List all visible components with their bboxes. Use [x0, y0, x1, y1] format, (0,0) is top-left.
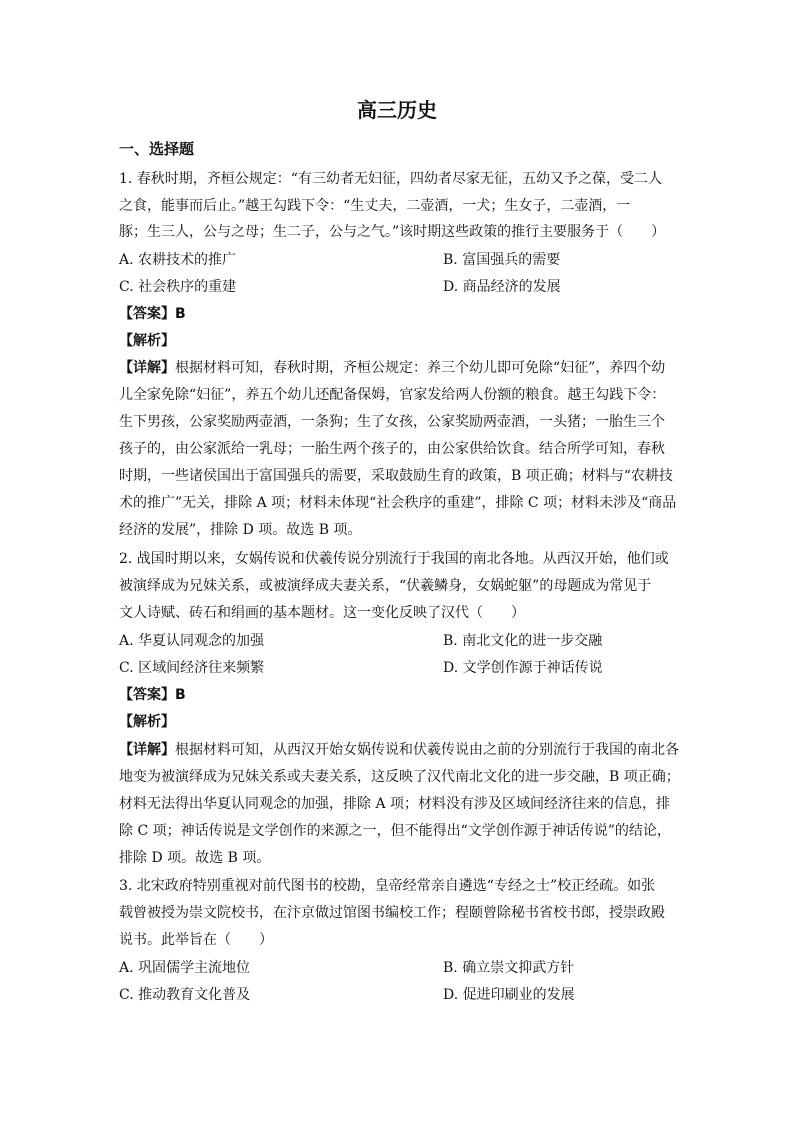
q2-answer: 【答案】B	[119, 687, 186, 703]
q1-stem-line-1: 1. 春秋时期，齐桓公规定：“有三幼者无妇征，四幼者尽家无征，五幼又予之葆，受二人	[119, 171, 662, 187]
q1-stem-line-3: 豚；生三人，公与之母；生二子，公与之气。”该时期这些政策的推行主要服务于（ ）	[119, 224, 666, 240]
q1-detail-line-4: 孩子的，由公家派给一乳母；一胎生两个孩子的，由公家供给饮食。结合所学可知，春秋	[119, 441, 665, 457]
q2-option-d: D. 文学创作源于神话传说	[443, 660, 603, 676]
q2-detail-line-4: 除 C 项；神话传说是文学创作的来源之一，但不能得出“文学创作源于神话传说”的结论，	[119, 823, 671, 839]
q3-stem-line-3: 说书。此举旨在（ ）	[119, 932, 273, 948]
q1-detail-line-2: 儿全家免除“妇征”，养五个幼儿还配备保姆，官家发给两人份额的粮食。越王勾践下令：	[119, 387, 666, 403]
q2-detail-label: 【详解】	[119, 742, 175, 758]
q1-stem-line-2: 之食，能事而后止。”越王勾践下令：“生丈夫，二壶酒，一犬；生女子，二壶酒，一	[119, 198, 631, 214]
q2-detail-line-5: 排除 D 项。故选 B 项。	[119, 850, 271, 866]
q3-option-b: B. 确立崇文抑武方针	[443, 960, 575, 976]
q1-detail-line-7: 经济的发展”，排除 D 项。故选 B 项。	[119, 522, 362, 538]
section-heading: 一、选择题	[119, 140, 195, 158]
q2-detail-text: 根据材料可知，从西汉开始女娲传说和伏羲传说由之前的分别流行于我国的南北各	[175, 742, 679, 758]
page-title: 高三历史	[357, 98, 437, 122]
q1-detail-label: 【详解】	[119, 360, 175, 376]
q1-analysis-label: 【解析】	[119, 333, 175, 349]
q1-detail-line-6: 术的推广”无关，排除 A 项；材料未体现“社会秩序的重建”，排除 C 项；材料未涉及“商品	[119, 495, 677, 511]
q1-option-d: D. 商品经济的发展	[443, 279, 561, 295]
q1-option-a: A. 农耕技术的推广	[119, 252, 237, 268]
q2-detail-line-3: 材料无法得出华夏认同观念的加强，排除 A 项；材料没有涉及区域间经济往来的信息，排	[119, 796, 671, 812]
q1-detail-line-1	[119, 358, 679, 378]
q1-option-b: B. 富国强兵的需要	[443, 252, 561, 268]
q3-stem-line-2: 载曾被授为崇文院校书，在汴京做过馆图书编校工作；程颐曾除秘书省校书郎，授崇政殿	[119, 905, 665, 921]
q3-option-d: D. 促进印刷业的发展	[443, 987, 575, 1003]
q2-option-b: B. 南北文化的进一步交融	[443, 633, 603, 649]
q2-detail-line-1	[119, 740, 679, 760]
q2-stem-line-1: 2. 战国时期以来，女娲传说和伏羲传说分别流行于我国的南北各地。从西汉开始，他们或	[119, 551, 669, 567]
q3-stem-line-1: 3. 北宋政府特别重视对前代图书的校勘，皇帝经常亲自遴选“专经之士”校正经疏。如张	[119, 878, 656, 894]
q3-option-c: C. 推动教育文化普及	[119, 987, 251, 1003]
q1-option-c: C. 社会秩序的重建	[119, 279, 237, 295]
q2-analysis-label: 【解析】	[119, 714, 175, 730]
q2-stem-line-2: 被演绎成为兄妹关系，或被演绎成夫妻关系，“伏羲鳞身，女娲蛇躯”的母题成为常见于	[119, 578, 652, 594]
q1-answer: 【答案】B	[119, 306, 186, 322]
q1-detail-text: 根据材料可知，春秋时期，齐桓公规定：养三个幼儿即可免除“妇征”，养四个幼	[175, 360, 666, 376]
q2-option-c: C. 区域间经济往来频繁	[119, 660, 265, 676]
q1-detail-line-5: 时期，一些诸侯国出于富国强兵的需要，采取鼓励生育的政策，B 项正确；材料与“农耕技	[119, 468, 673, 484]
q2-stem-line-3: 文人诗赋、砖石和绢画的基本题材。这一变化反映了汉代（ ）	[119, 605, 525, 621]
q3-option-a: A. 巩固儒学主流地位	[119, 960, 251, 976]
q1-detail-line-3: 生下男孩，公家奖励两壶酒，一条狗；生了女孩，公家奖励两壶酒，一头猪；一胎生三个	[119, 414, 665, 430]
q2-detail-line-2: 地变为被演绎成为兄妹关系或夫妻关系，这反映了汉代南北文化的进一步交融，B 项正确；	[119, 769, 680, 785]
q2-option-a: A. 华夏认同观念的加强	[119, 633, 265, 649]
